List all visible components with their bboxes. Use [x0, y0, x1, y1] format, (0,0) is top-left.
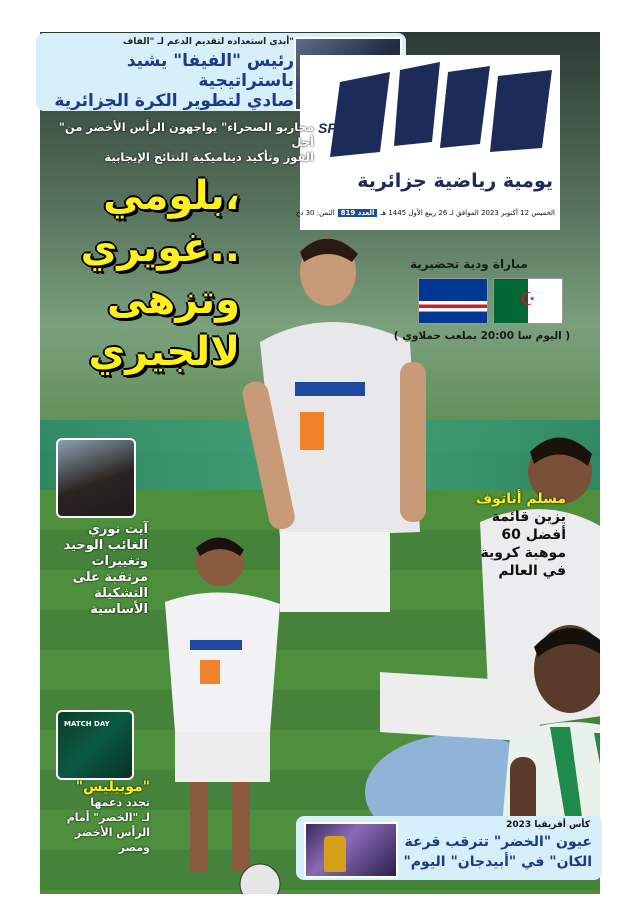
main-headline[interactable]: [40, 170, 240, 378]
sport-word: SPORT: [318, 120, 366, 136]
mobilis-photo-caption: MATCH DAY: [64, 720, 110, 728]
cape-verde-flag-icon: [418, 278, 488, 324]
afcon-story-box[interactable]: [296, 816, 602, 880]
sub-headline-line2: الفوز وتأكيد ديناميكية النتائج الإيجابية: [104, 150, 314, 164]
sub-headline: [54, 120, 314, 165]
afcon-headline-line1: عيون "الخضر" تترقب قرعة: [404, 834, 592, 850]
mobilis-line: الرأس الأخضر: [74, 826, 150, 839]
aouar-line: أفضل 60: [501, 527, 566, 543]
main-headline-line: بلومي،: [103, 173, 240, 219]
afcon-photo: [304, 822, 398, 878]
top-story-headline-line2: صادي لتطوير الكرة الجزائرية: [54, 91, 294, 111]
mobilis-line: ومصر: [118, 841, 150, 854]
player-figure-portrait: [490, 617, 600, 847]
mobilis-line: تجدد دعمها: [90, 796, 150, 809]
nouri-line: آيت نوري: [87, 522, 148, 537]
top-story-kicker: أبدى استعداده لتقديم الدعم لـ "الفاف": [122, 37, 294, 47]
mobilis-story[interactable]: [50, 780, 150, 855]
main-headline-line: وتزهى: [107, 277, 240, 323]
mobilis-photo: [56, 710, 134, 780]
nouri-line: التشكيلة: [94, 586, 148, 601]
nouri-line: مرتقبة على: [72, 570, 148, 585]
player-figure-walking: [120, 532, 320, 894]
sub-headline-line1: "محاربو الصحراء" يواجهون الرأس الأخضر من أجل: [58, 120, 314, 149]
main-headline-line: لالجيري: [88, 329, 240, 375]
masthead-tagline: يومية رياضية جزائرية: [357, 170, 553, 192]
match-time: ( اليوم سا 20:00 بملعب حملاوي ): [393, 330, 571, 342]
nouri-line: الأساسية: [90, 602, 148, 617]
aouar-story[interactable]: [450, 490, 566, 580]
masthead-logo: [320, 62, 555, 162]
aouar-line: موهبة كروية: [480, 545, 566, 561]
match-title: مباراة ودية تحضيرية: [410, 257, 528, 271]
afcon-headline-line2: "الكان" في "أبيدجان" اليوم: [403, 854, 592, 870]
issue-number: العدد 819: [338, 209, 378, 217]
algeria-flag-icon: ☪: [493, 278, 563, 324]
aouar-line: يزين قائمة: [491, 509, 566, 525]
dateline: [295, 206, 555, 220]
main-headline-line: غويري..: [80, 225, 240, 271]
aouar-line: في العالم: [498, 563, 566, 579]
top-story-headline-line1: رئيس "الفيفا" يشيد باستراتيجية: [126, 51, 294, 91]
nouri-line: الغائب الوحيد: [63, 538, 148, 553]
afcon-kicker: كأس أفريقيا 2023: [506, 820, 590, 830]
top-story-headline: [54, 51, 294, 111]
nouri-story[interactable]: [48, 522, 148, 618]
price: الثمن: 30 دج: [295, 209, 335, 217]
date: الخميس 12 أكتوبر 2023 الموافق لـ 26 ربيع الأول 1445 هـ: [380, 209, 555, 217]
nouri-line: وتغييرات: [91, 554, 148, 569]
mobilis-line: لـ "الخضر" أمام: [66, 811, 150, 824]
nouri-photo: [56, 438, 136, 518]
trophy-icon: [324, 836, 346, 872]
afcon-headline: [402, 832, 592, 872]
mobilis-title: "موبيليس": [75, 779, 150, 795]
aouar-title: مسلم أناتوف: [475, 491, 566, 507]
